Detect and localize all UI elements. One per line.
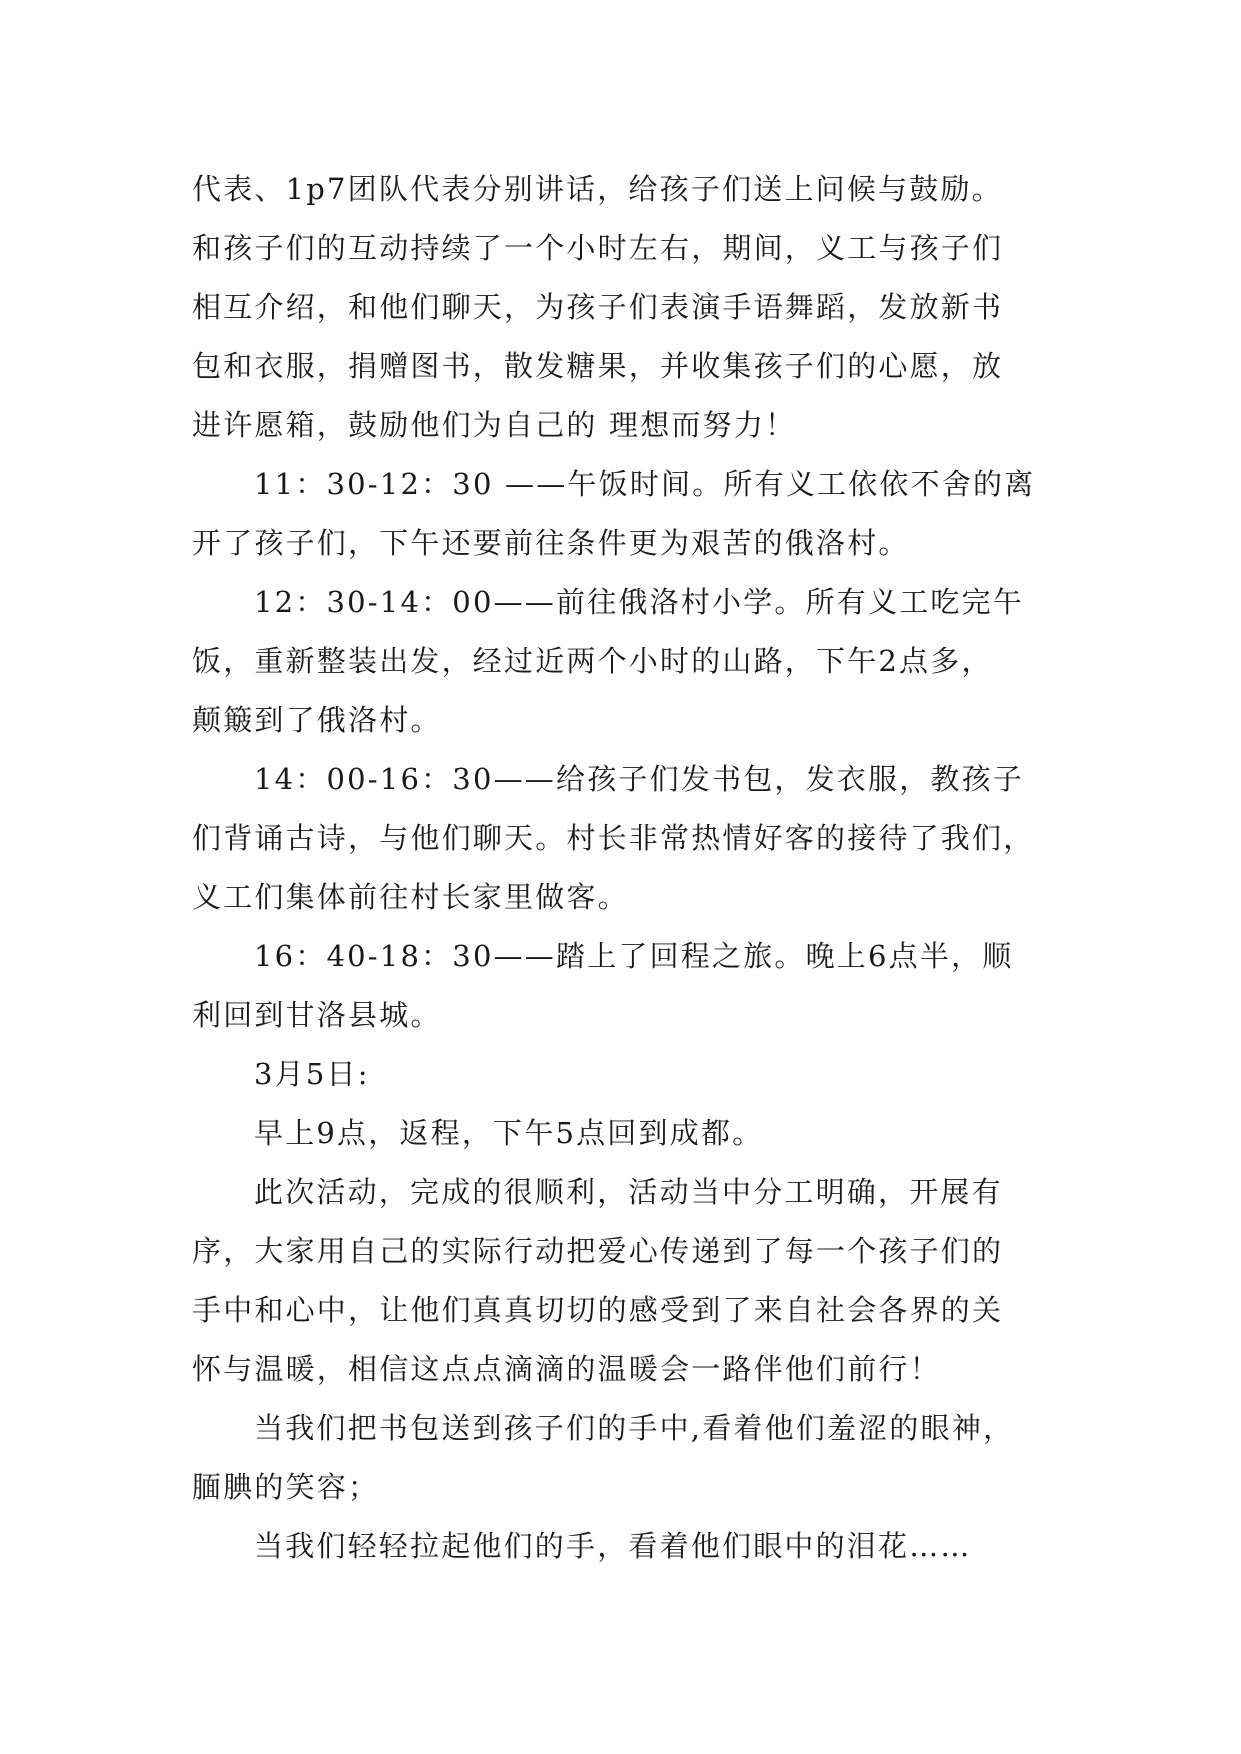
text-line: 早上9点，返程，下午5点回到成都。 xyxy=(254,1116,764,1150)
text-line: 怀与温暖，相信这点点滴滴的温暖会一路伴他们前行！ xyxy=(192,1352,941,1386)
text-line: 相互介绍，和他们聊天，为孩子们表演手语舞蹈，发放新书 xyxy=(192,290,1004,324)
text-line: 12：30-14：00——前往俄洛村小学。所有义工吃完午 xyxy=(254,585,1025,619)
text-line: 腼腆的笑容； xyxy=(192,1470,380,1504)
text-line: 义工们集体前往村长家里做客。 xyxy=(192,880,629,914)
text-line: 当我们把书包送到孩子们的手中,看着他们羞涩的眼神， xyxy=(254,1411,1015,1445)
text-line: 利回到甘洛县城。 xyxy=(192,998,442,1032)
text-line: 序，大家用自己的实际行动把爱心传递到了每一个孩子们的 xyxy=(192,1234,1004,1268)
text-line: 进许愿箱，鼓励他们为自己的 理想而努力！ xyxy=(192,408,797,442)
text-line: 饭，重新整装出发，经过近两个小时的山路，下午2点多， xyxy=(192,644,993,678)
text-line: 和孩子们的互动持续了一个小时左右，期间，义工与孩子们 xyxy=(192,231,1004,265)
text-line: 当我们轻轻拉起他们的手，看着他们眼中的泪花…… xyxy=(254,1529,972,1563)
date-heading: 3月5日: xyxy=(254,1057,370,1091)
text-line: 开了孩子们，下午还要前往条件更为艰苦的俄洛村。 xyxy=(192,526,910,560)
text-line: 颠簸到了俄洛村。 xyxy=(192,703,442,737)
text-line: 们背诵古诗，与他们聊天。村长非常热情好客的接待了我们， xyxy=(192,821,1035,855)
document-body xyxy=(192,160,1052,1576)
text-line: 11：30-12：30 ——午饭时间。所有义工依依不舍的离 xyxy=(254,467,1036,501)
text-line: 16：40-18：30——踏上了回程之旅。晚上6点半，顺 xyxy=(254,939,1014,973)
text-line: 14：00-16：30——给孩子们发书包，发衣服，教孩子 xyxy=(254,762,1025,796)
text-line: 包和衣服，捐赠图书，散发糖果，并收集孩子们的心愿，放 xyxy=(192,349,1004,383)
text-line: 手中和心中，让他们真真切切的感受到了来自社会各界的关 xyxy=(192,1293,1004,1327)
text-line: 代表、1p7团队代表分别讲话，给孩子们送上问候与鼓励。 xyxy=(192,172,1003,206)
text-line: 此次活动，完成的很顺利，活动当中分工明确，开展有 xyxy=(254,1175,1003,1209)
